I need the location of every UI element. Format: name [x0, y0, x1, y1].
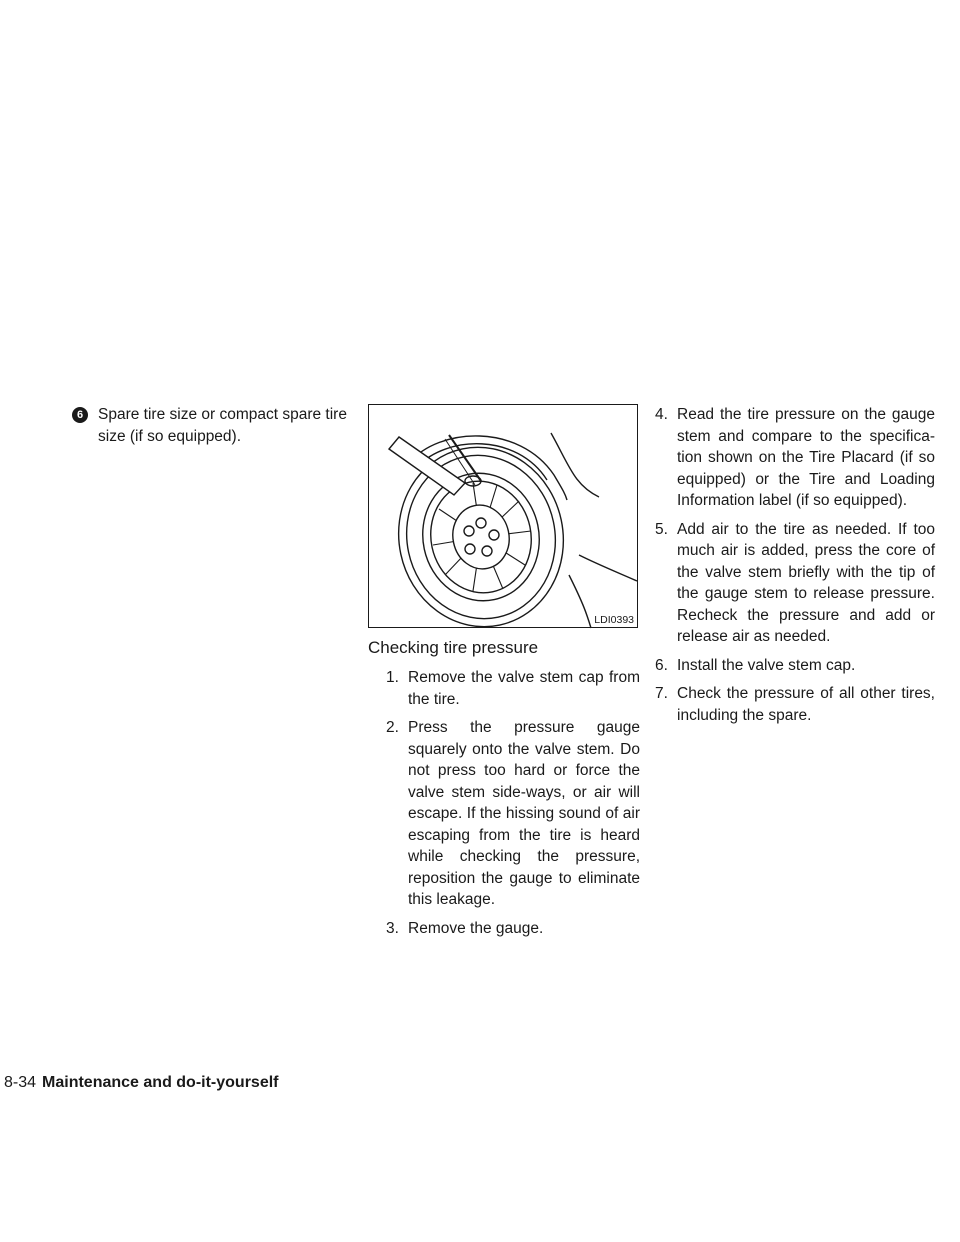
page-number: 8-34: [4, 1074, 37, 1091]
list-item: [655, 404, 935, 512]
tire-valve-gauge-illustration: [369, 405, 639, 629]
step-text: Press the pressure gauge squarely onto the valve stem. Do not press too hard or force the valve stem side-ways, or air will escape. If the hissing sound of air escaping from the tire is heard while checking the pressure, reposition the gauge to eliminate this leakage.: [408, 719, 640, 908]
left-column: [68, 404, 353, 447]
step-text: Install the valve stem cap.: [677, 656, 856, 674]
list-item: [386, 918, 640, 940]
callout-text: Spare tire size or compact spare tire size (if so equipped).: [98, 406, 347, 445]
section-heading: Checking tire pressure: [368, 638, 539, 657]
steps-list-part2: [655, 404, 935, 726]
step-text: Check the pressure of all other tires, including the spare.: [677, 685, 935, 724]
step-number: 5.: [655, 520, 668, 538]
list-item: [386, 717, 640, 911]
step-text: Remove the valve stem cap from the tire.: [408, 669, 640, 708]
page-footer: [4, 1073, 279, 1093]
footer-section-title: Maintenance and do-it-yourself: [42, 1074, 279, 1091]
callout-item: [68, 404, 353, 447]
step-text: Add air to the tire as needed. If too much air is added, press the core of the valve stem briefly with the tip of the gauge stem to release pressure. Recheck the pressure and add or release air as needed.: [677, 520, 935, 645]
callout-number-badge: 6: [72, 407, 88, 423]
step-number: 7.: [655, 685, 668, 702]
step-number: 6.: [655, 656, 668, 674]
list-item: [655, 519, 935, 648]
step-number: 2.: [386, 719, 399, 736]
step-number: 3.: [386, 919, 399, 937]
step-number: 1.: [386, 669, 399, 686]
right-column: [655, 404, 935, 733]
step-text: Remove the gauge.: [408, 919, 544, 937]
tire-pressure-figure: [368, 404, 638, 628]
list-item: [655, 683, 935, 726]
step-text: Read the tire pressure on the gauge stem and compare to the specifica-tion shown on the Tire Placard (if so equipped) or the Tire and Loading Information label (if so equipped).: [677, 406, 935, 509]
list-item: [386, 667, 640, 710]
steps-list-part1: [368, 667, 640, 939]
step-number: 4.: [655, 406, 668, 423]
list-item: [655, 655, 935, 677]
figure-label: LDI0393: [594, 614, 634, 626]
middle-column: [368, 404, 640, 946]
